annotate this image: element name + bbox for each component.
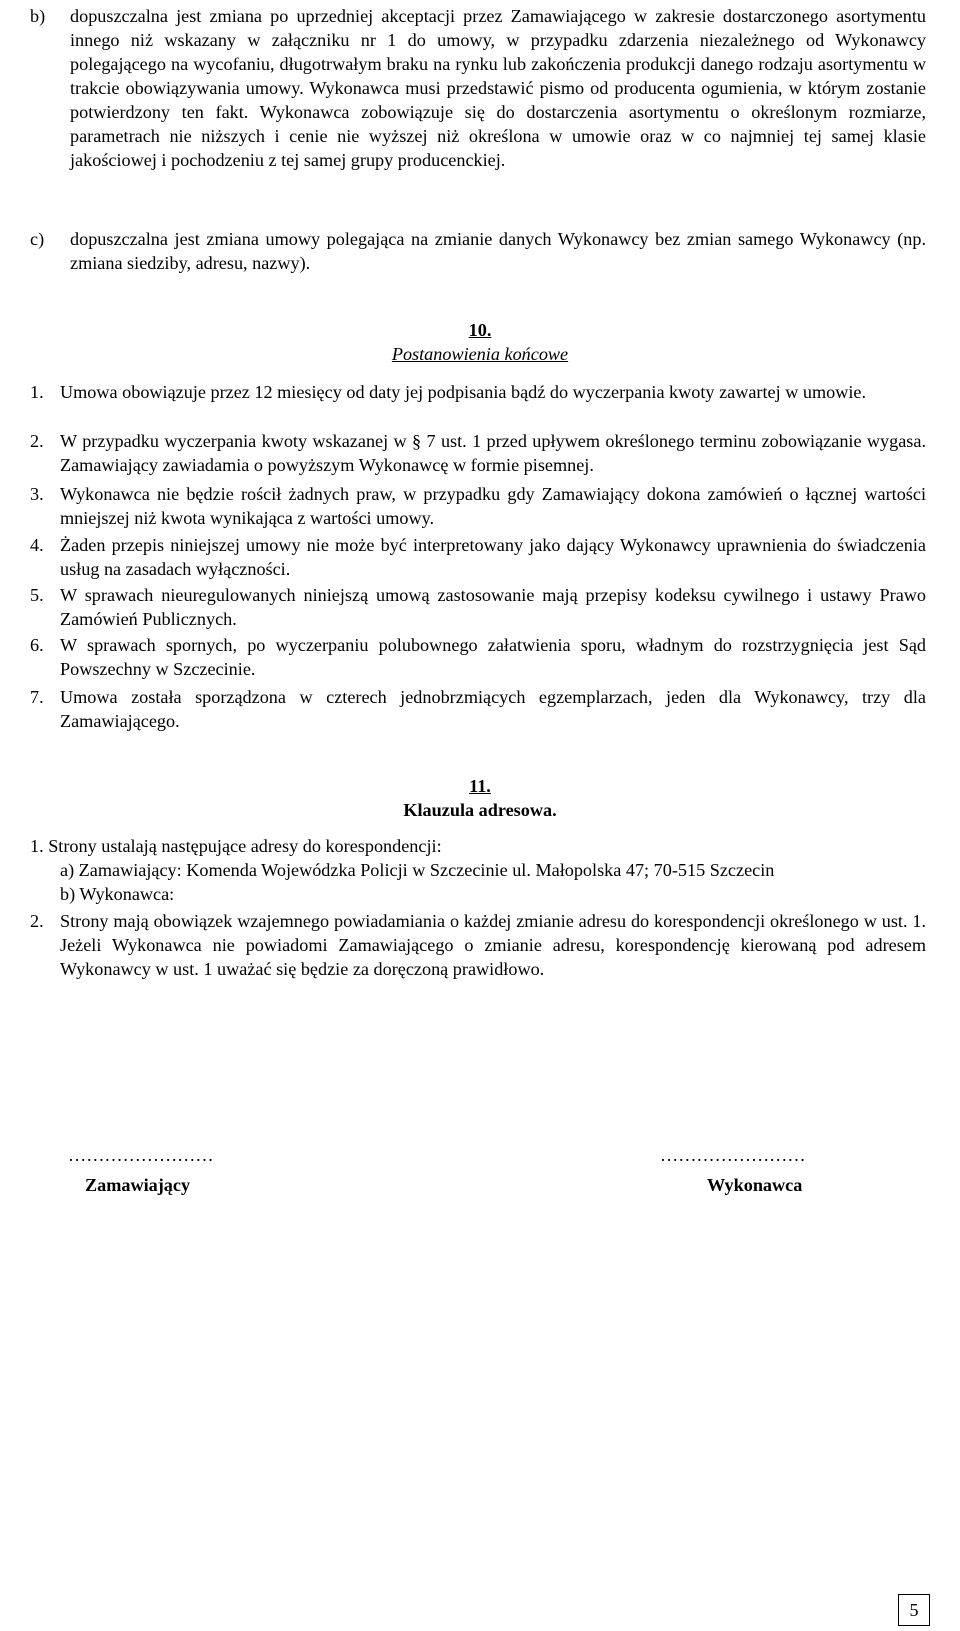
signature-role: Zamawiający <box>85 1175 191 1195</box>
signature-line: …………………… <box>68 1145 214 1165</box>
address-item-2: 2. Strony mają obowiązek wzajemnego powiadamiania o każdej zmianie adresu do korespondencji określonego w ust. 1. Jeżeli Wykonawca nie powiadomi Zamawiającego o zmianie adresu, korespondencję kierowaną pod adresem Wykonawcy w ust. 1 uważać się będzie za doręczoną prawidłowo. <box>30 911 926 979</box>
list-item-b <box>30 4 926 172</box>
section-10-heading: Postanowienia końcowe <box>391 344 569 364</box>
item-text: dopuszczalna jest zmiana po uprzedniej akceptacji przez Zamawiającego w zakresie dostarczonego asortymentu innego niż wskazany w załączniku nr 1 do umowy, w przypadku zdarzenia niezależnego od Wykonawcy polegającego na wycofaniu, długotrwałym braku na rynku lub zakończenia produkcji danego rodzaju asortymentu w trakcie obowiązywania umowy. Wykonawca musi przedstawić pismo od producenta ogumienia, w którym zostanie potwierdzony ten fakt. Wykonawca zobowiązuje się do dostarczenia asortymentu o określonym rozmiarze, parametrach nie niższych i cenie nie wyższej niż określona w umowie oraz w co najmniej tej samej klasie jakościowej i pochodzeniu z tej samej grupy producenckiej. <box>70 6 926 170</box>
item-text: dopuszczalna jest zmiana umowy polegająca na zmianie danych Wykonawcy bez zmian samego Wykonawcy (np. zmiana siedziby, adresu, nazwy). <box>70 229 926 273</box>
address-item-1a: a) Zamawiający: Komenda Wojewódzka Policji w Szczecinie ul. Małopolska 47; 70-515 Szczecin <box>60 860 775 880</box>
section-10-number: 10. <box>468 320 492 340</box>
section-11-heading: Klauzula adresowa. <box>403 800 557 820</box>
list-item-4: 4. Żaden przepis niniejszej umowy nie może być interpretowany jako dający Wykonawcy uprawnienia do świadczenia usług na zasadach wyłączności. <box>30 535 926 579</box>
address-item-1: 1. Strony ustalają następujące adresy do korespondencji: <box>30 836 442 856</box>
list-item-2: 2. W przypadku wyczerpania kwoty wskazanej w § 7 ust. 1 przed upływem określonego terminu zobowiązanie wygasa. Zamawiający zawiadamia o powyższym Wykonawcę w formie pisemnej. <box>30 431 926 475</box>
list-item-7: 7. Umowa została sporządzona w czterech jednobrzmiących egzemplarzach, jeden dla Wykonawcy, trzy dla Zamawiającego. <box>30 687 926 731</box>
signature-line: …………………… <box>660 1145 806 1165</box>
list-item-1: 1. Umowa obowiązuje przez 12 miesięcy od daty jej podpisania bądź do wyczerpania kwoty zawartej w umowie. <box>30 382 867 402</box>
signature-role: Wykonawca <box>707 1175 803 1195</box>
list-item-6: 6. W sprawach spornych, po wyczerpaniu polubownego załatwienia sporu, władnym do rozstrzygnięcia jest Sąd Powszechny w Szczecinie. <box>30 635 926 679</box>
list-item-3: 3. Wykonawca nie będzie rościł żadnych praw, w przypadku gdy Zamawiający dokona zamówień o łącznej wartości mniejszej niż kwota wynikająca z wartości umowy. <box>30 484 926 528</box>
address-item-1b: b) Wykonawca: <box>60 884 175 904</box>
page-number: 5 <box>898 1594 930 1626</box>
list-item-c <box>30 227 926 275</box>
item-label: c) <box>30 229 45 249</box>
signature-wykonawca <box>660 1143 806 1197</box>
item-label: b) <box>30 6 46 26</box>
signature-zamawiajacy <box>68 1143 214 1197</box>
list-item-5: 5. W sprawach nieuregulowanych niniejszą umową zastosowanie mają przepisy kodeksu cywilnego i ustawy Prawo Zamówień Publicznych. <box>30 585 926 629</box>
section-11-number: 11. <box>469 776 491 796</box>
